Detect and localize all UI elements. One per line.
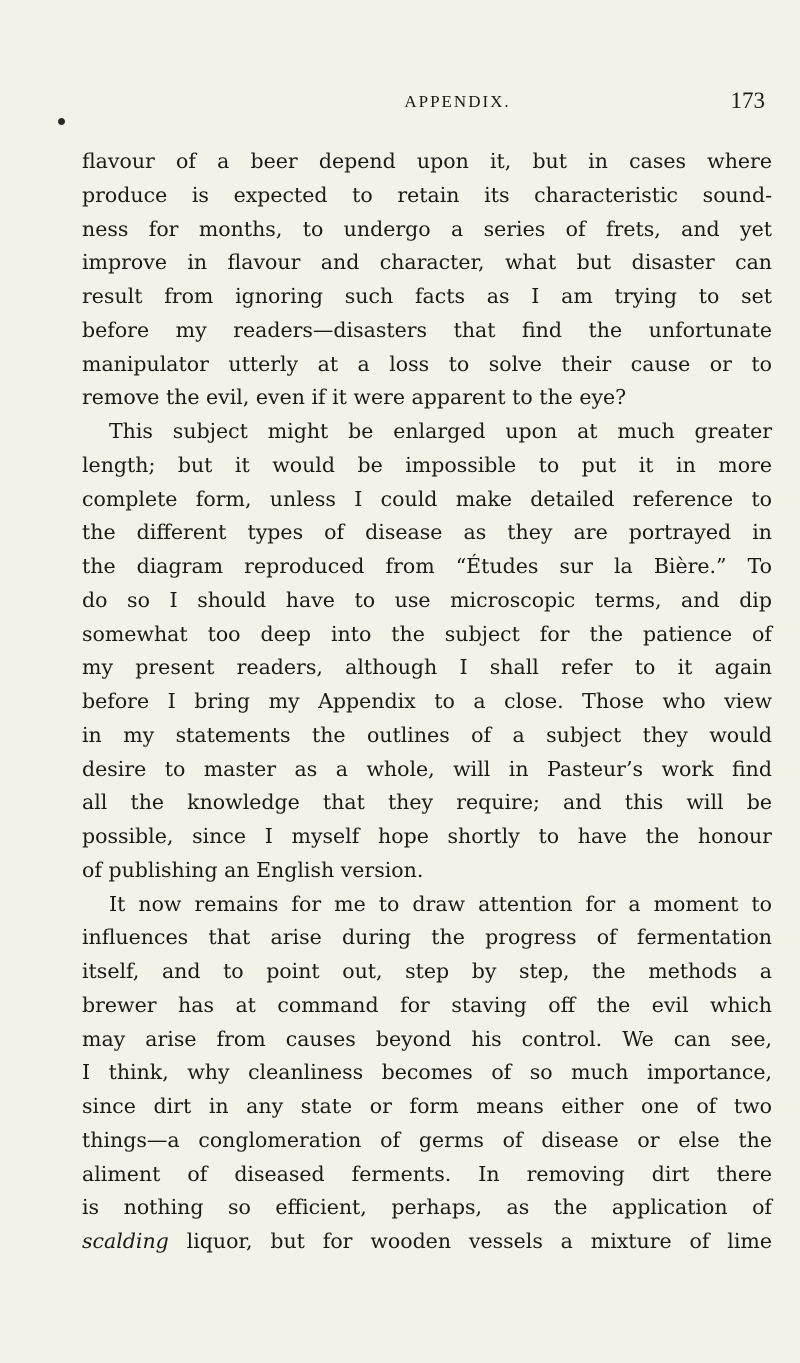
text-line: may arise from causes beyond his control. We can see, [82, 1026, 772, 1051]
text-line: do so I should have to use microscopic terms, and dip [82, 587, 772, 612]
text-line: itself, and to point out, step by step, the methods a [82, 959, 772, 983]
text-line: desire to master as a whole, will in Pasteur’s work find [82, 756, 772, 781]
page-header [150, 88, 765, 124]
page-number: 173 [730, 88, 765, 113]
text-line: all the knowledge that they require; and this will be [82, 790, 772, 815]
text-line: things—a conglomeration of germs of disease or else the [82, 1127, 772, 1152]
text-line: flavour of a beer depend upon it, but in cases where [82, 149, 772, 173]
text-line: my present readers, although I shall refer to it again [82, 655, 772, 680]
text-line: somewhat too deep into the subject for the patience of [82, 621, 772, 646]
text-line-paragraph-end: remove the evil, even if it were apparent to the eye? [82, 385, 627, 410]
text-line: is nothing so efficient, perhaps, as the application of [82, 1195, 772, 1220]
text-line: before my readers—disasters that find the unfortunate [82, 317, 772, 342]
text-line: improve in flavour and character, what but disaster can [82, 250, 772, 275]
text-line-final [82, 1225, 772, 1259]
text-line-remainder: liquor, but for wooden vessels a mixture of lime [168, 1229, 772, 1253]
text-line: in my statements the outlines of a subject they would [82, 722, 772, 747]
ink-dot-mark [58, 118, 65, 125]
text-line-paragraph-start: This subject might be enlarged upon at much greater [109, 419, 772, 443]
text-line: before I bring my Appendix to a close. Those who view [82, 689, 772, 713]
text-line: I think, why cleanliness becomes of so much importance, [82, 1060, 772, 1085]
text-line-paragraph-end: of publishing an English version. [82, 857, 424, 882]
text-line: ness for months, to undergo a series of frets, and yet [82, 216, 772, 241]
text-line: result from ignoring such facts as I am trying to set [82, 284, 772, 308]
running-head: APPENDIX. [404, 92, 511, 111]
body-text [82, 145, 772, 1259]
text-line: manipulator utterly at a loss to solve their cause or to [82, 351, 772, 376]
text-line: aliment of diseased ferments. In removing dirt there [82, 1161, 772, 1186]
text-line: since dirt in any state or form means either one of two [82, 1094, 772, 1118]
text-line: the different types of disease as they are portrayed in [82, 520, 772, 545]
text-line: length; but it would be impossible to put it in more [82, 452, 772, 477]
text-line: brewer has at command for staving off the evil which [82, 992, 772, 1017]
text-line: complete form, unless I could make detailed reference to [82, 486, 772, 511]
text-line: possible, since I myself hope shortly to have the honour [82, 824, 772, 848]
italic-word: scalding [82, 1229, 169, 1253]
text-line: produce is expected to retain its characteristic sound- [82, 182, 772, 207]
text-line: the diagram reproduced from “Études sur la Bière.” To [82, 554, 772, 578]
text-line-paragraph-start: It now remains for me to draw attention for a moment to [109, 891, 772, 916]
text-line: influences that arise during the progress of fermentation [82, 925, 772, 950]
